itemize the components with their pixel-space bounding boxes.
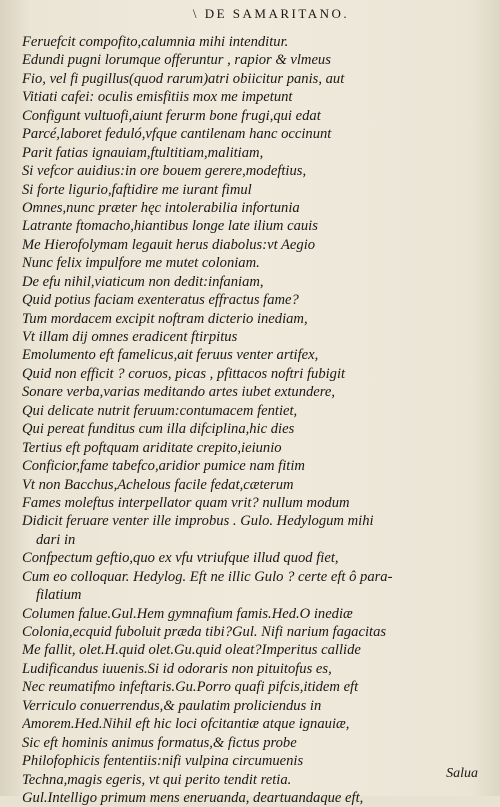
- running-head: \ DE SAMARITANO.: [192, 6, 350, 21]
- text-line: Sonare verba,varias meditando artes iubet extundere,: [22, 384, 336, 401]
- text-line: Quid non efficit ? coruos, picas , pfittacos noftri fubigit: [22, 365, 346, 382]
- text-line: Si vefcor auidius:in ore bouem gerere,modeftius,: [22, 163, 307, 180]
- text-line: Si forte ligurio,faftidire me iurant fimul: [22, 181, 252, 198]
- text-line: Colonia,ecquid fuboluit præda tibi?Gul. Nifi narium fagacitas: [22, 624, 387, 640]
- text-line: Qui delicate nutrit feruum:contumacem fentiet,: [22, 402, 298, 419]
- text-line: Ludificandus iuuenis.Si id odoraris non pituitofus es,: [22, 660, 332, 677]
- text-line: Philofophicis fententiis:nifi vulpina circumuenis: [22, 753, 304, 770]
- text-line: Latrante ftomacho,hiantibus longe late ilium cauis: [22, 218, 318, 235]
- text-line: Me Hierofolymam legauit herus diabolus:vt Aegio: [22, 236, 316, 253]
- text-line: Fio, vel fi pugillus(quod rarum)atri obiicitur panis, aut: [22, 70, 345, 87]
- text-line: De efu nihil,viaticum non dedit:infaniam,: [22, 273, 264, 290]
- text-line: filatium: [36, 587, 82, 604]
- text-line: Fames moleftus interpellator quam vrit? nullum modum: [22, 494, 350, 511]
- text-line: Me fallit, olet.H.quid olet.Gu.quid oleat?Imperitus callide: [22, 642, 361, 659]
- text-line: Amorem.Hed.Nihil eft hic loci ofcitantiæ atque ignauiæ,: [22, 716, 350, 733]
- text-line: Tum mordacem excipit noftram dicterio inediam,: [22, 310, 308, 327]
- text-line: Quid potius faciam exenteratus effractus fame?: [22, 292, 299, 309]
- text-line: Columen falue.Gul.Hem gymnafium famis.Hed.O inediæ: [22, 605, 353, 622]
- text-line: Vitiati cafei: oculis emisfitiis mox me impetunt: [22, 89, 293, 106]
- text-line: Configunt vultuofi,aiunt ferurm bone frugi,qui edat: [22, 107, 321, 124]
- text-line: Parcé,laboret feduló,vfque cantilenam hanc occinunt: [22, 126, 332, 143]
- text-line: dari in: [36, 531, 76, 548]
- text-line: Omnes,nunc præter hęc intolerabilia infortunia: [22, 199, 300, 216]
- text-line: Nec reumatifmo infeftaris.Gu.Porro quafi pifcis,itidem eft: [22, 679, 359, 696]
- text-line: Feruefcit compofito,calumnia mihi intenditur.: [22, 34, 289, 50]
- text-line: Edundi pugni lorumque offeruntur , rapior & vlmeus: [22, 52, 331, 69]
- text-line: Qui pereat funditus cum illa difciplina,hic dies: [22, 421, 295, 438]
- page-text-block: [22, 33, 480, 807]
- text-line: Confpectum geftio,quo ex vfu vtriufque illud quod fiet,: [22, 550, 339, 567]
- text-line: Cum eo colloquar. Hedylog. Eft ne illic Gulo ? certe eft ô para-: [22, 568, 393, 585]
- text-line: Parit fatias ignauiam,ftultitiam,malitiam,: [22, 144, 264, 161]
- text-line: Emolumento eft famelicus,ait feruus venter artifex,: [22, 347, 319, 364]
- catchword: Salua: [446, 766, 478, 781]
- text-line: Didicit feruare venter ille improbus . Gulo. Hedylogum mihi: [22, 513, 374, 530]
- text-line: Vt non Bacchus,Achelous facile fedat,cæterum: [22, 476, 294, 493]
- text-line: Sic eft hominis animus formatus,& fictus probe: [22, 734, 297, 751]
- text-line: Verriculo conuerrendus,& paulatim proliciendus in: [22, 697, 322, 714]
- text-line: Tertius eft poftquam ariditate crepito,ieiunio: [22, 439, 282, 456]
- text-line: Gul.Intelligo primum mens eneruanda, deartuandaque eft,: [22, 789, 364, 806]
- text-line: Vt illam dij omnes eradicent ftirpitus: [22, 329, 238, 345]
- text-line: Techna,magis egeris, vt qui perito tendit retia.: [22, 771, 292, 788]
- text-line: Conficior,fame tabefco,aridior pumice nam fitim: [22, 458, 305, 475]
- text-line: Nunc felix impulfore me mutet coloniam.: [22, 255, 260, 272]
